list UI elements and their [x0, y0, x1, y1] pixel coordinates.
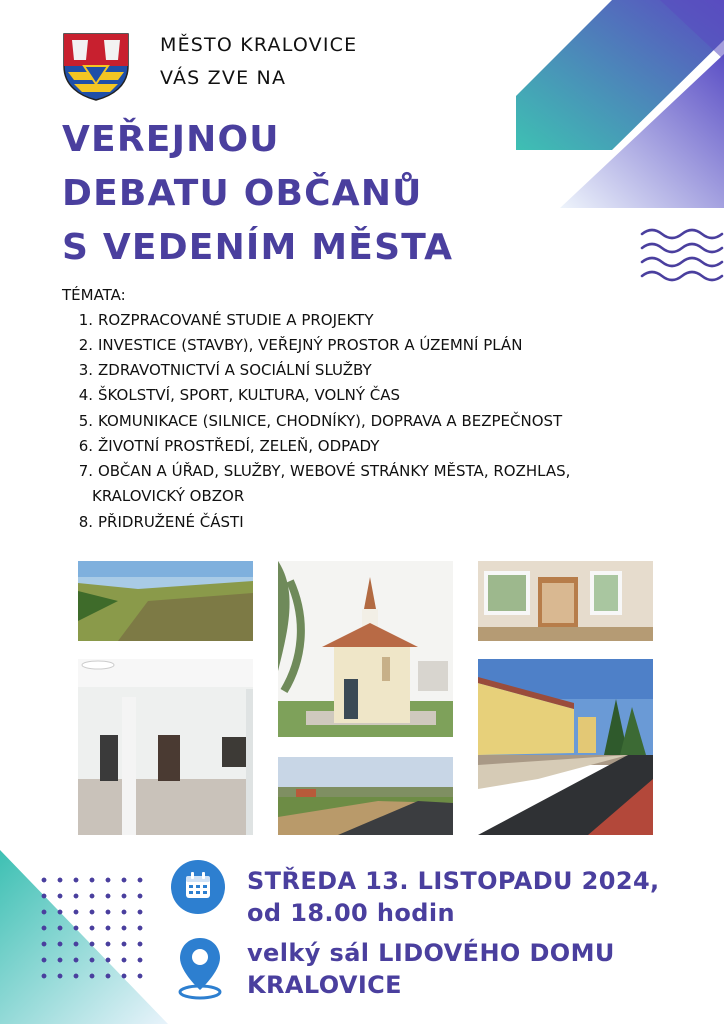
topic-item [71, 386, 400, 404]
photo-room-interior [478, 561, 653, 641]
topic-number: 8. [78, 513, 93, 531]
topic-text: KRALOVICKÝ OBZOR [92, 487, 245, 505]
topic-text: KOMUNIKACE (SILNICE, CHODNÍKY), DOPRAVA A BEZPEČNOST [98, 412, 563, 430]
topic-number: 1. [78, 311, 93, 329]
topic-item [71, 513, 244, 531]
city-crest-icon [62, 32, 130, 102]
topic-number: 3. [78, 361, 93, 379]
topic-text: ROZPRACOVANÉ STUDIE A PROJEKTY [98, 311, 374, 329]
topic-item [71, 437, 379, 455]
topic-item [71, 462, 570, 480]
topic-item [71, 361, 372, 379]
topic-number: 4. [78, 386, 93, 404]
invite-line: VÁS ZVE NA [160, 67, 287, 89]
title-line-1: VEŘEJNOU [62, 119, 280, 160]
topic-item [92, 487, 244, 505]
topics-label: TÉMATA: [62, 286, 126, 304]
event-time: od 18.00 hodin [247, 899, 455, 927]
topic-number: 7. [78, 462, 93, 480]
photo-hall-interior [78, 659, 253, 835]
event-place-city: KRALOVICE [247, 971, 402, 999]
photo-road-village [278, 757, 453, 835]
topic-text: ŠKOLSTVÍ, SPORT, KULTURA, VOLNÝ ČAS [98, 386, 401, 404]
topic-item [71, 311, 374, 329]
calendar-icon [171, 860, 225, 914]
title-line-2: DEBATU OBČANŮ [62, 173, 423, 214]
topic-item [71, 412, 562, 430]
city-name-line: MĚSTO KRALOVICE [160, 34, 358, 56]
topic-item [71, 336, 522, 354]
topic-text: ZDRAVOTNICTVÍ A SOCIÁLNÍ SLUŽBY [98, 361, 372, 379]
event-place: velký sál LIDOVÉHO DOMU [247, 939, 615, 967]
photo-field [78, 561, 253, 641]
topic-text: INVESTICE (STAVBY), VEŘEJNÝ PROSTOR A ÚZEMNÍ PLÁN [98, 336, 523, 354]
event-date: STŘEDA 13. LISTOPADU 2024, [247, 867, 660, 895]
topic-text: ŽIVOTNÍ PROSTŘEDÍ, ZELEŇ, ODPADY [98, 437, 380, 455]
topic-number: 6. [78, 437, 93, 455]
topic-number: 5. [78, 412, 93, 430]
topic-number: 2. [78, 336, 93, 354]
topic-text: PŘIDRUŽENÉ ČÁSTI [98, 513, 244, 531]
photo-chapel [278, 561, 453, 737]
photo-apartment-street [478, 659, 653, 835]
topic-text: OBČAN A ÚŘAD, SLUŽBY, WEBOVÉ STRÁNKY MĚSTA, ROZHLAS, [98, 462, 571, 480]
location-pin-icon [174, 934, 226, 1002]
dot-grid-decoration [36, 872, 148, 984]
title-line-3: S VEDENÍM MĚSTA [62, 227, 454, 268]
wave-lines-decoration [640, 226, 724, 282]
